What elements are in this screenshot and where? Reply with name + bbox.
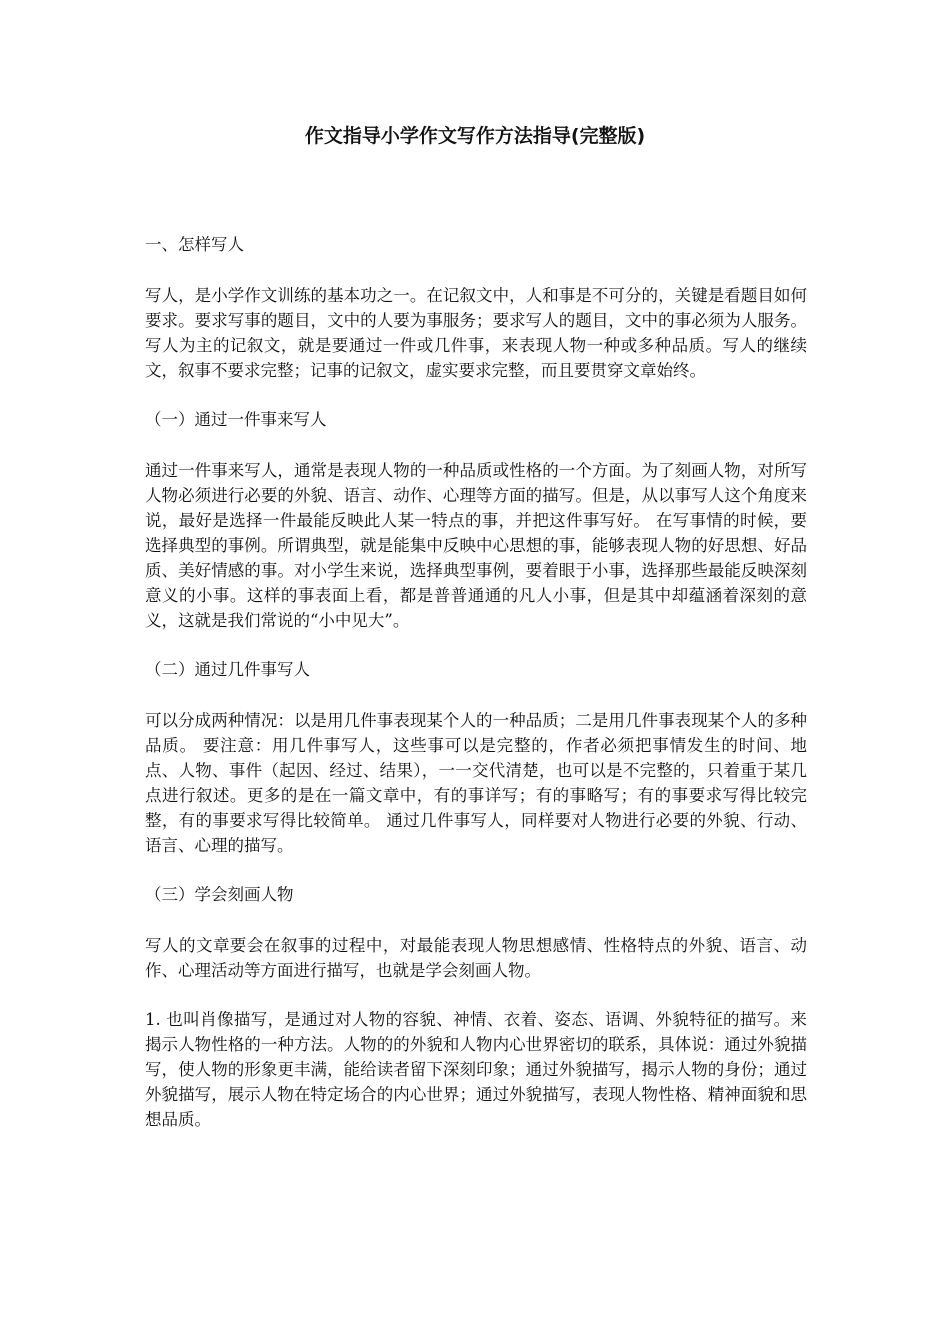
paragraph: 1. 也叫肖像描写，是通过对人物的容貌、神情、衣着、姿态、语调、外貌特征的描写。来揭示人物性格的一种方法。人物的的外貌和人物内心世界密切的联系，具体说：通过外貌描写，使人物的形象更丰满，能给读者留下深刻印象；通过外貌描写，揭示人物的身份；通过外貌描写，展示人物在特定场合的内心世界；通过外貌描写，表现人物性格、精神面貌和思想品质。 (145, 1010, 807, 1129)
paragraph: 通过一件事来写人，通常是表现人物的一种品质或性格的一个方面。为了刻画人物，对所写人物必须进行必要的外貌、语言、动作、心理等方面的描写。但是，从以事写人这个角度来说，最好是选择一件最能反映此人某一特点的事，并把这件事写好。 在写事情的时候，要选择典型的事例。所谓典型，就是能集中反映中心思想的事，能够表现人物的好思想、好品质、美好情感的事。对小学生来说，选择典型事例，要着眼于小事，选择那些最能反映深刻意义的小事。这样的事表面上看，都是普普通通的凡人小事，但是其中却蕴涵着深刻的意义，这就是我们常说的“小中见大”。 (145, 461, 807, 630)
document-body (145, 232, 807, 1156)
paragraph: 写人的文章要会在叙事的过程中，对最能表现人物思想感情、性格特点的外貌、语言、动作、心理活动等方面进行描写，也就是学会刻画人物。 (145, 936, 807, 980)
subsection-heading: （三）学会刻画人物 (145, 885, 294, 904)
document-title: 作文指导小学作文写作方法指导(完整版) (304, 125, 646, 147)
section-heading: 一、怎样写人 (145, 235, 244, 254)
subsection-heading: （一）通过一件事来写人 (145, 410, 327, 429)
subsection-heading: （二）通过几件事写人 (145, 660, 310, 679)
paragraph: 可以分成两种情况：以是用几件事表现某个人的一种品质；二是用几件事表现某个人的多种品质。 要注意：用几件事写人，这些事可以是完整的，作者必须把事情发生的时间、地点、人物、事件（起因、经过、结果），一一交代清楚，也可以是不完整的，只着重于某几点进行叙述。更多的是在一篇文章中，有的事详写；有的事略写；有的事要求写得比较完整，有的事要求写得比较简单。 通过几件事写人，同样要对人物进行必要的外貌、行动、语言、心理的描写。 (145, 711, 807, 855)
paragraph: 写人，是小学作文训练的基本功之一。在记叙文中，人和事是不可分的，关键是看题目如何要求。要求写事的题目，文中的人要为事服务；要求写人的题目，文中的事必须为人服务。写人为主的记叙文，就是要通过一件或几件事，来表现人物一种或多种品质。写人的继续文，叙事不要求完整；记事的记叙文，虚实要求完整，而且要贯穿文章始终。 (145, 286, 807, 380)
